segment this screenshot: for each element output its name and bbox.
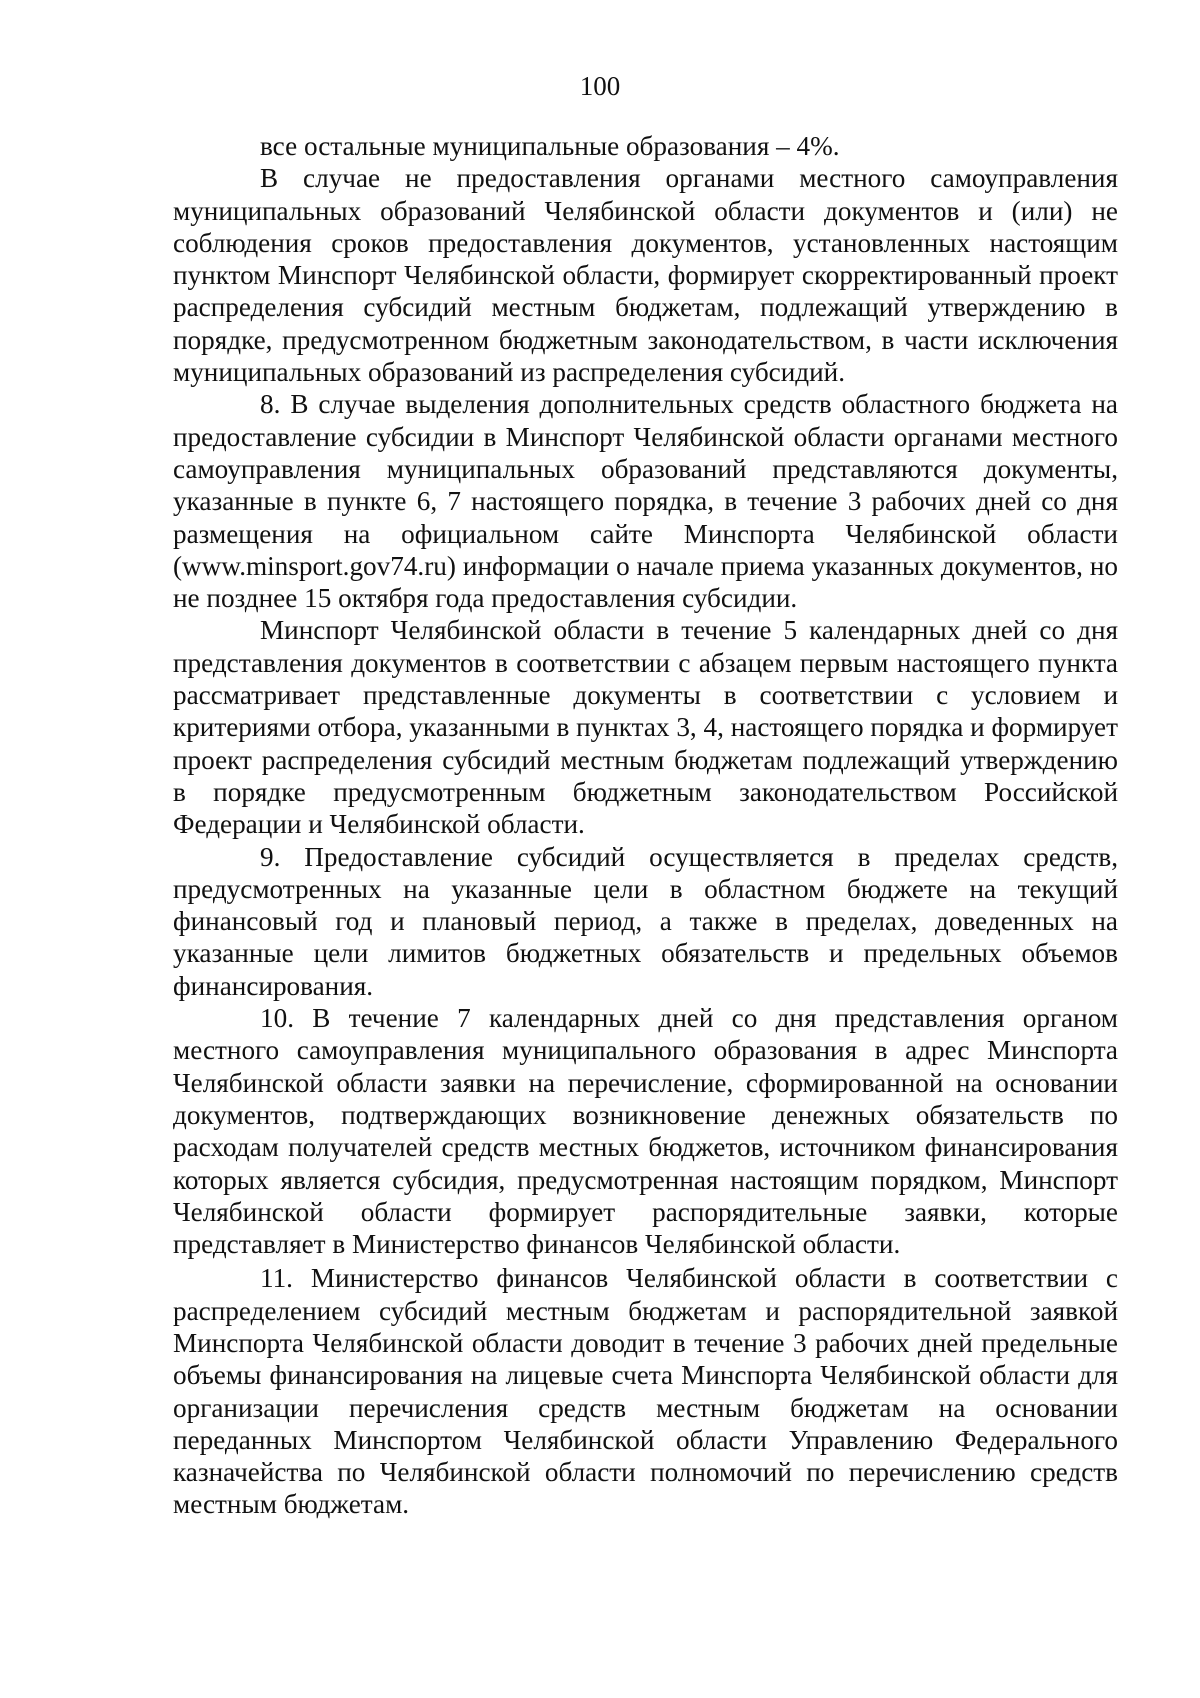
paragraph-item-8: 8. В случае выделения дополнительных средств областного бюджета на предоставление субсидии в Минспорт Челябинской области органами местного самоуправления муниципальных образований представляются документы, указанные в пункте 6, 7 настоящего порядка, в течение 3 рабочих дней со дня размещения на официальном сайте Минспорта Челябинской области (www.minsport.gov74.ru) информации о начале приема указанных документов, но не позднее 15 октября года предоставления субсидии. <box>173 389 1118 614</box>
page-number: 100 <box>579 71 621 101</box>
paragraph-item-9: 9. Предоставление субсидий осуществляется в пределах средств, предусмотренных на указанные цели в областном бюджете на текущий финансовый год и плановый период, а также в пределах, доведенных на указанные цели лимитов бюджетных обязательств и предельных объемов финансирования. <box>173 841 1118 1001</box>
paragraph-item-10: 10. В течение 7 календарных дней со дня представления органом местного самоуправления муниципального образования в адрес Минспорта Челябинской области заявки на перечисление, сформированной на основании документов, подтверждающих возникновение денежных обязательств по расходам получателей средств местных бюджетов, источником финансирования которых является субсидия, предусмотренная настоящим порядком, Минспорт Челябинской области формирует распорядительные заявки, которые представляет в Министерство финансов Челябинской области. <box>173 1003 1118 1260</box>
document-body <box>173 130 1118 1521</box>
paragraph-missing-documents: В случае не предоставления органами местного самоуправления муниципальных образований Челябинской области документов и (или) не соблюдения сроков предоставления документов, установленных настоящим пунктом Минспорт Челябинской области, формирует скорректированный проект распределения субсидий местным бюджетам, подлежащий утверждению в порядке, предусмотренном бюджетным законодательством, в части исключения муниципальных образований из распределения субсидий. <box>173 163 1118 388</box>
paragraph-continuation: все остальные муниципальные образования – 4%. <box>260 131 840 161</box>
paragraph-item-11: 11. Министерство финансов Челябинской области в соответствии с распределением субсидий местным бюджетам и распорядительной заявкой Минспорта Челябинской области доводит в течение 3 рабочих дней предельные объемы финансирования на лицевые счета Минспорта Челябинской области для организации перечисления средств местным бюджетам на основании переданных Минспортом Челябинской области Управлению Федерального казначейства по Челябинской области полномочий по перечислению средств местным бюджетам. <box>173 1263 1118 1520</box>
paragraph-item-8-review: Минспорт Челябинской области в течение 5 календарных дней со дня представления документов в соответствии с абзацем первым настоящего пункта рассматривает представленные документы в соответствии с условием и критериями отбора, указанными в пунктах 3, 4, настоящего порядка и формирует проект распределения субсидий местным бюджетам подлежащий утверждению в порядке предусмотренным бюджетным законодательством Российской Федерации и Челябинской области. <box>173 615 1119 840</box>
